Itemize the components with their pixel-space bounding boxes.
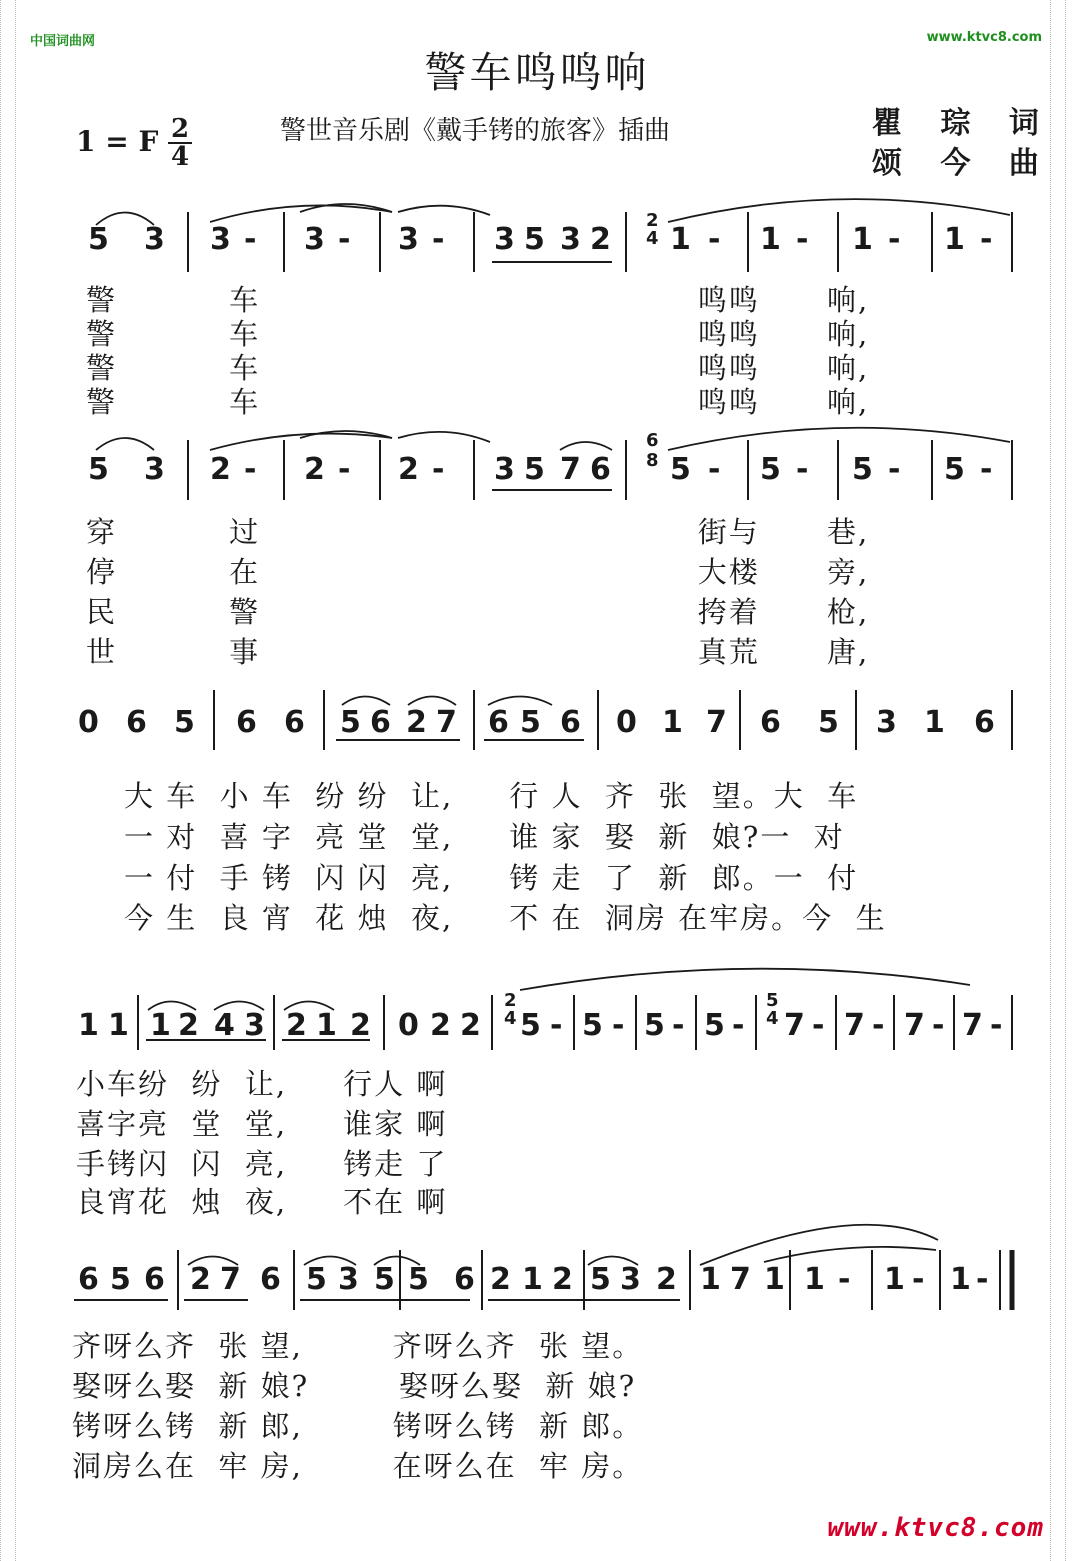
svg-text:4: 4	[646, 228, 659, 249]
note: 1	[852, 222, 873, 257]
note: -	[980, 222, 993, 257]
note: 6	[236, 705, 257, 740]
note: 5	[704, 1008, 725, 1043]
note: 7	[706, 705, 727, 740]
note: -	[796, 222, 809, 257]
svg-text:2: 2	[646, 210, 659, 231]
svg-text:2: 2	[504, 990, 517, 1011]
note: 1	[78, 1008, 99, 1043]
note: 6	[488, 705, 509, 740]
note: 2	[552, 1262, 573, 1297]
note: -	[338, 452, 351, 487]
note: -	[708, 222, 721, 257]
lyric-line: 今 生 良 宵 花 烛 夜, 不 在 洞房 在牢房。今 生	[124, 901, 887, 935]
note: 1	[522, 1262, 543, 1297]
lyric-line: 手铐闪 闪 亮, 铐走 了	[76, 1147, 448, 1181]
note: 6	[284, 705, 305, 740]
note: 3	[144, 222, 165, 257]
lyric-line: 一 付 手 铐 闪 闪 亮, 铐 走 了 新 郎。一 付	[124, 861, 859, 895]
note: 5	[590, 1262, 611, 1297]
note: 6	[260, 1262, 281, 1297]
note: 1	[760, 222, 781, 257]
note: 2	[430, 1008, 451, 1043]
lyric-line: 警 车 鸣鸣 响,	[86, 351, 870, 385]
note: 1	[316, 1008, 337, 1043]
note: 3	[494, 452, 515, 487]
note: 7	[844, 1008, 865, 1043]
lyric-line: 民 警 挎着 枪,	[86, 595, 870, 629]
note: -	[912, 1262, 925, 1297]
note: -	[990, 1008, 1003, 1043]
note: -	[976, 1262, 989, 1297]
note: 6	[974, 705, 995, 740]
lyric-line: 停 在 大楼 旁,	[86, 555, 870, 589]
note: -	[550, 1008, 563, 1043]
note: 1	[884, 1262, 905, 1297]
note: -	[244, 222, 257, 257]
note: -	[932, 1008, 945, 1043]
note: 7	[436, 705, 457, 740]
note: 5	[110, 1262, 131, 1297]
note: -	[432, 222, 445, 257]
note: 3	[876, 705, 897, 740]
note: -	[338, 222, 351, 257]
note: 2	[304, 452, 325, 487]
lyric-line: 洞房么在 牢 房, 在呀么在 牢 房。	[72, 1449, 644, 1483]
note: 5	[88, 452, 109, 487]
lyric-line: 警 车 鸣鸣 响,	[86, 385, 870, 419]
note: 2	[406, 705, 427, 740]
lyric-line: 世 事 真荒 唐,	[86, 635, 870, 669]
note: -	[432, 452, 445, 487]
note: 6	[560, 705, 581, 740]
note: -	[888, 222, 901, 257]
note: -	[612, 1008, 625, 1043]
lyric-line: 警 车 鸣鸣 响,	[86, 283, 870, 317]
note: 3	[494, 222, 515, 257]
lyric-line: 小车纷 纷 让, 行人 啊	[76, 1067, 448, 1101]
note: 5	[582, 1008, 603, 1043]
note: 5	[670, 452, 691, 487]
note: 6	[126, 705, 147, 740]
note: 3	[620, 1262, 641, 1297]
note: 5	[818, 705, 839, 740]
note: 5	[852, 452, 873, 487]
note: 1	[924, 705, 945, 740]
note: 0	[398, 1008, 419, 1043]
note: 2	[490, 1262, 511, 1297]
note: -	[838, 1262, 851, 1297]
svg-text:4: 4	[504, 1008, 517, 1029]
lyric-line: 大 车 小 车 纷 纷 让, 行 人 齐 张 望。大 车	[124, 779, 859, 813]
note: 2	[286, 1008, 307, 1043]
lyric-line: 穿 过 街与 巷,	[86, 515, 870, 549]
note: 3	[144, 452, 165, 487]
note: 3	[244, 1008, 265, 1043]
note: 1	[150, 1008, 171, 1043]
svg-text:8: 8	[646, 450, 659, 471]
note: -	[872, 1008, 885, 1043]
key-signature: 1 = F	[76, 125, 159, 158]
note: 3	[398, 222, 419, 257]
note: 5	[374, 1262, 395, 1297]
lyric-line: 一 对 喜 字 亮 堂 堂, 谁 家 娶 新 娘?一 对	[124, 820, 845, 854]
note: 5	[88, 222, 109, 257]
note: 1	[950, 1262, 971, 1297]
note: 1	[700, 1262, 721, 1297]
song-title: 警车鸣鸣响	[424, 48, 650, 97]
note: 2	[190, 1262, 211, 1297]
note: -	[244, 452, 257, 487]
note: 7	[560, 452, 581, 487]
lyric-line: 喜字亮 堂 堂, 谁家 啊	[76, 1107, 448, 1141]
note: 2	[210, 452, 231, 487]
note: 6	[590, 452, 611, 487]
note: 6	[760, 705, 781, 740]
note: 1	[804, 1262, 825, 1297]
note: 5	[340, 705, 361, 740]
svg-text:4: 4	[766, 1008, 779, 1029]
lyric-line: 警 车 鸣鸣 响,	[86, 317, 870, 351]
note: 7	[784, 1008, 805, 1043]
note: 1	[662, 705, 683, 740]
lyric-line: 齐呀么齐 张 望, 齐呀么齐 张 望。	[72, 1329, 644, 1363]
note: -	[888, 452, 901, 487]
svg-text:6: 6	[646, 430, 659, 451]
footer-site-url[interactable]: www.ktvc8.com	[827, 1513, 1044, 1543]
note: 4	[214, 1008, 235, 1043]
note: 6	[78, 1262, 99, 1297]
note: 5	[408, 1262, 429, 1297]
note: 3	[338, 1262, 359, 1297]
lyric-line: 良宵花 烛 夜, 不在 啊	[76, 1185, 448, 1219]
note: 7	[962, 1008, 983, 1043]
note: 0	[616, 705, 637, 740]
note: -	[708, 452, 721, 487]
note: -	[672, 1008, 685, 1043]
note: 7	[730, 1262, 751, 1297]
note: 3	[210, 222, 231, 257]
note: -	[732, 1008, 745, 1043]
note: 6	[370, 705, 391, 740]
note: -	[980, 452, 993, 487]
note: -	[796, 452, 809, 487]
note: 1	[108, 1008, 129, 1043]
time-numerator: 2	[170, 114, 190, 144]
lyric-line: 娶呀么娶 新 娘? 娶呀么娶 新 娘?	[72, 1369, 637, 1403]
note: 1	[670, 222, 691, 257]
note: 1	[764, 1262, 785, 1297]
note: 5	[520, 1008, 541, 1043]
note: 3	[560, 222, 581, 257]
note: 5	[174, 705, 195, 740]
note: 5	[524, 452, 545, 487]
song-subtitle: 警世音乐剧《戴手铐的旅客》插曲	[280, 116, 671, 146]
svg-text:5: 5	[766, 990, 779, 1011]
note: 2	[656, 1262, 677, 1297]
note: 2	[398, 452, 419, 487]
note: 2	[350, 1008, 371, 1043]
note: 6	[454, 1262, 475, 1297]
note: 7	[904, 1008, 925, 1043]
note: 6	[144, 1262, 165, 1297]
composer-credit: 颂 今 曲	[872, 146, 1053, 181]
note: 5	[644, 1008, 665, 1043]
note: 2	[460, 1008, 481, 1043]
time-denominator: 4	[170, 142, 190, 172]
note: 1	[944, 222, 965, 257]
note: 2	[178, 1008, 199, 1043]
note: 5	[944, 452, 965, 487]
note: 5	[306, 1262, 327, 1297]
lyricist-credit: 瞿 琮 词	[872, 106, 1053, 141]
note: 5	[524, 222, 545, 257]
note: -	[812, 1008, 825, 1043]
note: 0	[78, 705, 99, 740]
site-url-right[interactable]: www.ktvc8.com	[926, 30, 1042, 45]
note: 5	[760, 452, 781, 487]
note: 7	[220, 1262, 241, 1297]
note: 2	[590, 222, 611, 257]
lyric-line: 铐呀么铐 新 郎, 铐呀么铐 新 郎。	[72, 1409, 644, 1443]
site-name-left[interactable]: 中国词曲网	[30, 34, 96, 49]
note: 3	[304, 222, 325, 257]
note: 5	[520, 705, 541, 740]
